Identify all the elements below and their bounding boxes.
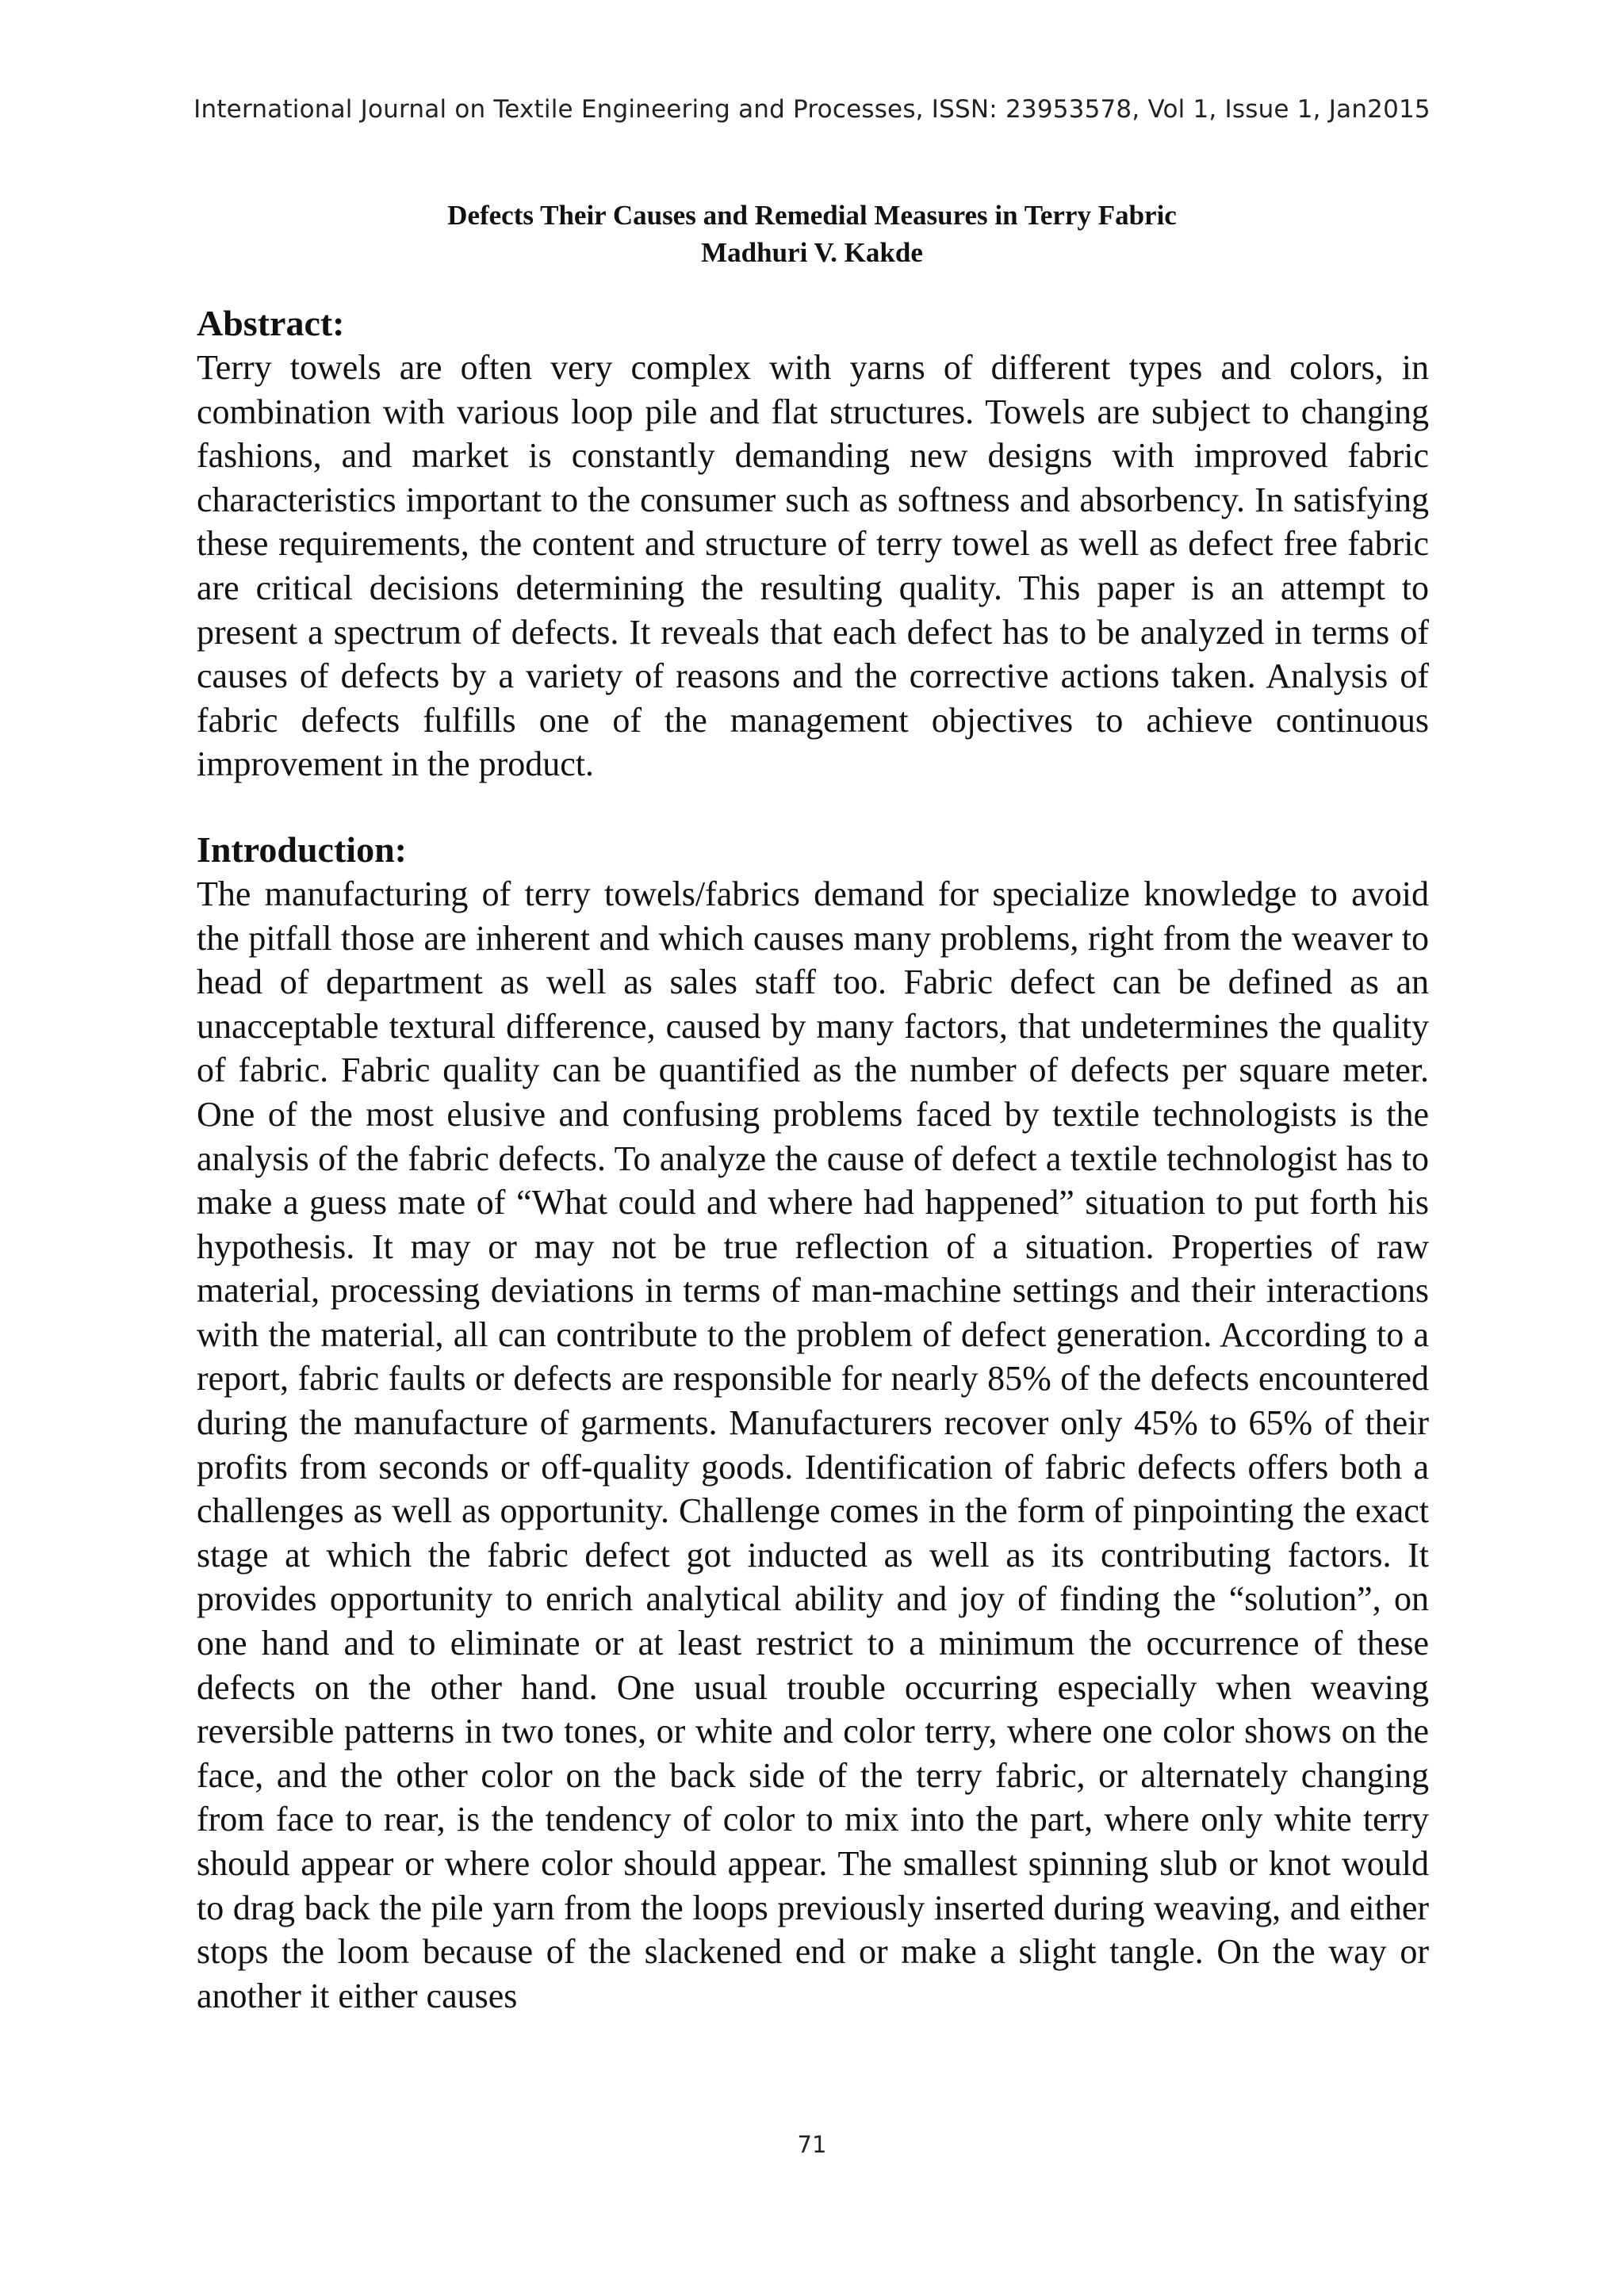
article-body bbox=[197, 301, 1429, 2018]
paper-title: Defects Their Causes and Remedial Measures in Terry Fabric bbox=[447, 200, 1177, 231]
running-header: International Journal on Textile Engineering and Processes, ISSN: 23953578, Vol 1, Issue 1, Jan2015 bbox=[193, 95, 1431, 124]
introduction-text: The manufacturing of terry towels/fabrics demand for specialize knowledge to avoid the pitfall those are inherent and which causes many problems, right from the weaver to head of department as well as sales staff too. Fabric defect can be defined as an unacceptable textural difference, caused by many factors, that undetermines the quality of fabric. Fabric quality can be quantified as the number of defects per square meter. One of the most elusive and confusing problems faced by textile technologists is the analysis of the fabric defects. To analyze the cause of defect a textile technologist has to make a guess mate of “What could and where had happened” situation to put forth his hypothesis. It may or may not be true reflection of a situation. Properties of raw material, processing deviations in terms of man-machine settings and their interactions with the material, all can contribute to the problem of defect generation. According to a report, fabric faults or defects are responsible for nearly 85% of the defects encountered during the manufacture of garments. Manufacturers recover only 45% to 65% of their profits from seconds or off-quality goods. Identification of fabric defects offers both a challenges as well as opportunity. Challenge comes in the form of pinpointing the exact stage at which the fabric defect got inducted as well as its contributing factors. It provides opportunity to enrich analytical ability and joy of finding the “solution”, on one hand and to eliminate or at least restrict to a minimum the occurrence of these defects on the other hand. One usual trouble occurring especially when weaving reversible patterns in two tones, or white and color terry, where one color shows on the face, and the other color on the back side of the terry fabric, or alternately changing from face to rear, is the tendency of color to mix into the part, where only white terry should appear or where color should appear. The smallest spinning slub or knot would to drag back the pile yarn from the loops previously inserted during weaving, and either stops the loom because of the slackened end or make a slight tangle. On the way or another it either causes bbox=[197, 874, 1429, 2015]
abstract-heading: Abstract: bbox=[197, 303, 345, 343]
page-number: 71 bbox=[797, 2131, 827, 2158]
paper-author: Madhuri V. Kakde bbox=[701, 237, 923, 268]
abstract-text: Terry towels are often very complex with yarns of different types and colors, in combination with various loop pile and flat structures. Towels are subject to changing fashions, and market is constantly demanding new designs with improved fabric characteristics important to the consumer such as softness and absorbency. In satisfying these requirements, the content and structure of terry towel as well as defect free fabric are critical decisions determining the resulting quality. This paper is an attempt to present a spectrum of defects. It reveals that each defect has to be analyzed in terms of causes of defects by a variety of reasons and the corrective actions taken. Analysis of fabric defects fulfills one of the management objectives to achieve continuous improvement in the product. bbox=[197, 348, 1429, 784]
introduction-heading: Introduction: bbox=[197, 828, 407, 870]
title-block bbox=[0, 197, 1624, 271]
